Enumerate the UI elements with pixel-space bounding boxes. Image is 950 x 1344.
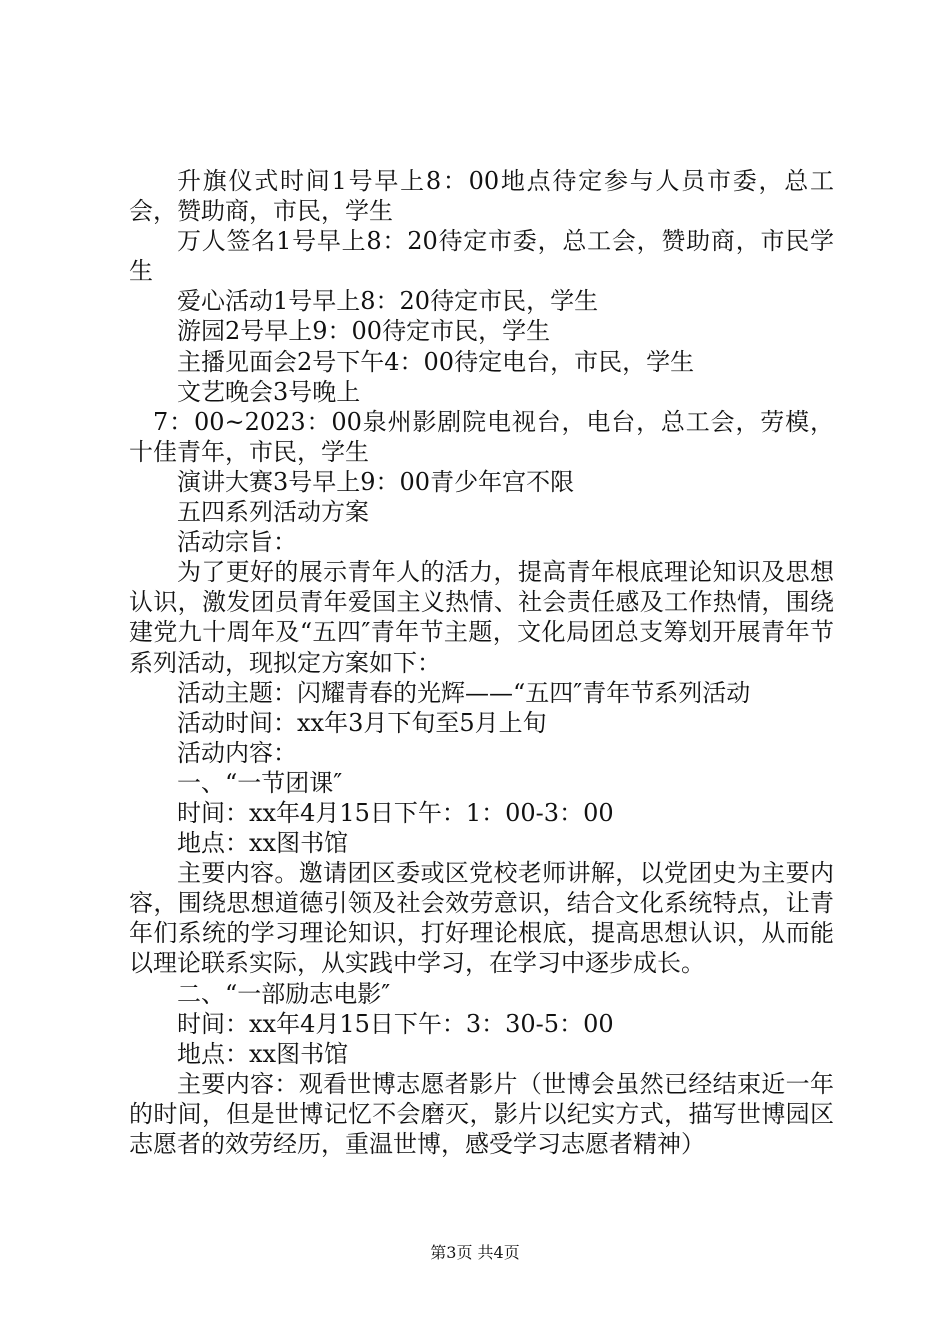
paragraph-content-heading: 活动内容： xyxy=(177,738,297,767)
paragraph-charity: 爱心活动1号早上8：20待定市民，学生 xyxy=(177,287,599,316)
section-title: 五四系列活动方案 xyxy=(177,498,369,527)
paragraph-purpose-heading: 活动宗旨： xyxy=(177,528,297,557)
paragraph-item-one-location: 地点：xx图书馆 xyxy=(177,829,349,858)
paragraph-flag-raising: 升旗仪式时间1号早上8：00地点待定参与人员市委，总工会，赞助商，市民，学生 xyxy=(129,167,834,226)
paragraph-item-two-location: 地点：xx图书馆 xyxy=(177,1039,349,1068)
paragraph-gala-detail: 7：00~2023：00泉州影剧院电视台，电台，总工会，劳模，十佳青年，市民，学生 xyxy=(129,407,834,466)
paragraph-item-two-time: 时间：xx年4月15日下午：3：30-5：00 xyxy=(177,1009,614,1038)
paragraph-item-two: 二、“一部励志电影″ xyxy=(177,979,391,1008)
paragraph-gala: 文艺晚会3号晚上 xyxy=(177,377,361,406)
document-body xyxy=(129,166,834,1159)
paragraph-item-one-content: 主要内容。邀请团区委或区党校老师讲解，以党团史为主要内容，围绕思想道德引领及社会效劳意识，结合文化系统特点，让青年们系统的学习理论知识，打好理论根底，提高思想认识，从而能以理论联系实际，从实践中学习，在学习中逐步成长。 xyxy=(129,859,834,978)
paragraph-theme: 活动主题：闪耀青春的光辉——“五四″青年节系列活动 xyxy=(177,678,751,707)
paragraph-host-meeting: 主播见面会2号下午4：00待定电台，市民，学生 xyxy=(177,347,695,376)
paragraph-signature: 万人签名1号早上8：20待定市委，总工会，赞助商，市民学生 xyxy=(129,227,834,286)
paragraph-garden-party: 游园2号早上9：00待定市民，学生 xyxy=(177,317,551,346)
paragraph-item-two-content: 主要内容：观看世博志愿者影片（世博会虽然已经结束近一年的时间，但是世博记忆不会磨灭，影片以纪实方式，描写世博园区志愿者的效劳经历，重温世博，感受学习志愿者精神） xyxy=(129,1069,834,1158)
paragraph-purpose: 为了更好的展示青年人的活力，提高青年根底理论知识及思想认识，激发团员青年爱国主义热情、社会责任感及工作热情，围绕建党九十周年及“五四″青年节主题，文化局团总支筹划开展青年节系列活动，现拟定方案如下： xyxy=(129,558,834,677)
paragraph-item-one-time: 时间：xx年4月15日下午：1：00-3：00 xyxy=(177,798,614,827)
paragraph-time: 活动时间：xx年3月下旬至5月上旬 xyxy=(177,708,547,737)
paragraph-item-one: 一、“一节团课″ xyxy=(177,768,343,797)
paragraph-speech-contest: 演讲大赛3号早上9：00青少年宫不限 xyxy=(177,467,575,496)
page-number: 第3页 共4页 xyxy=(430,1243,520,1262)
